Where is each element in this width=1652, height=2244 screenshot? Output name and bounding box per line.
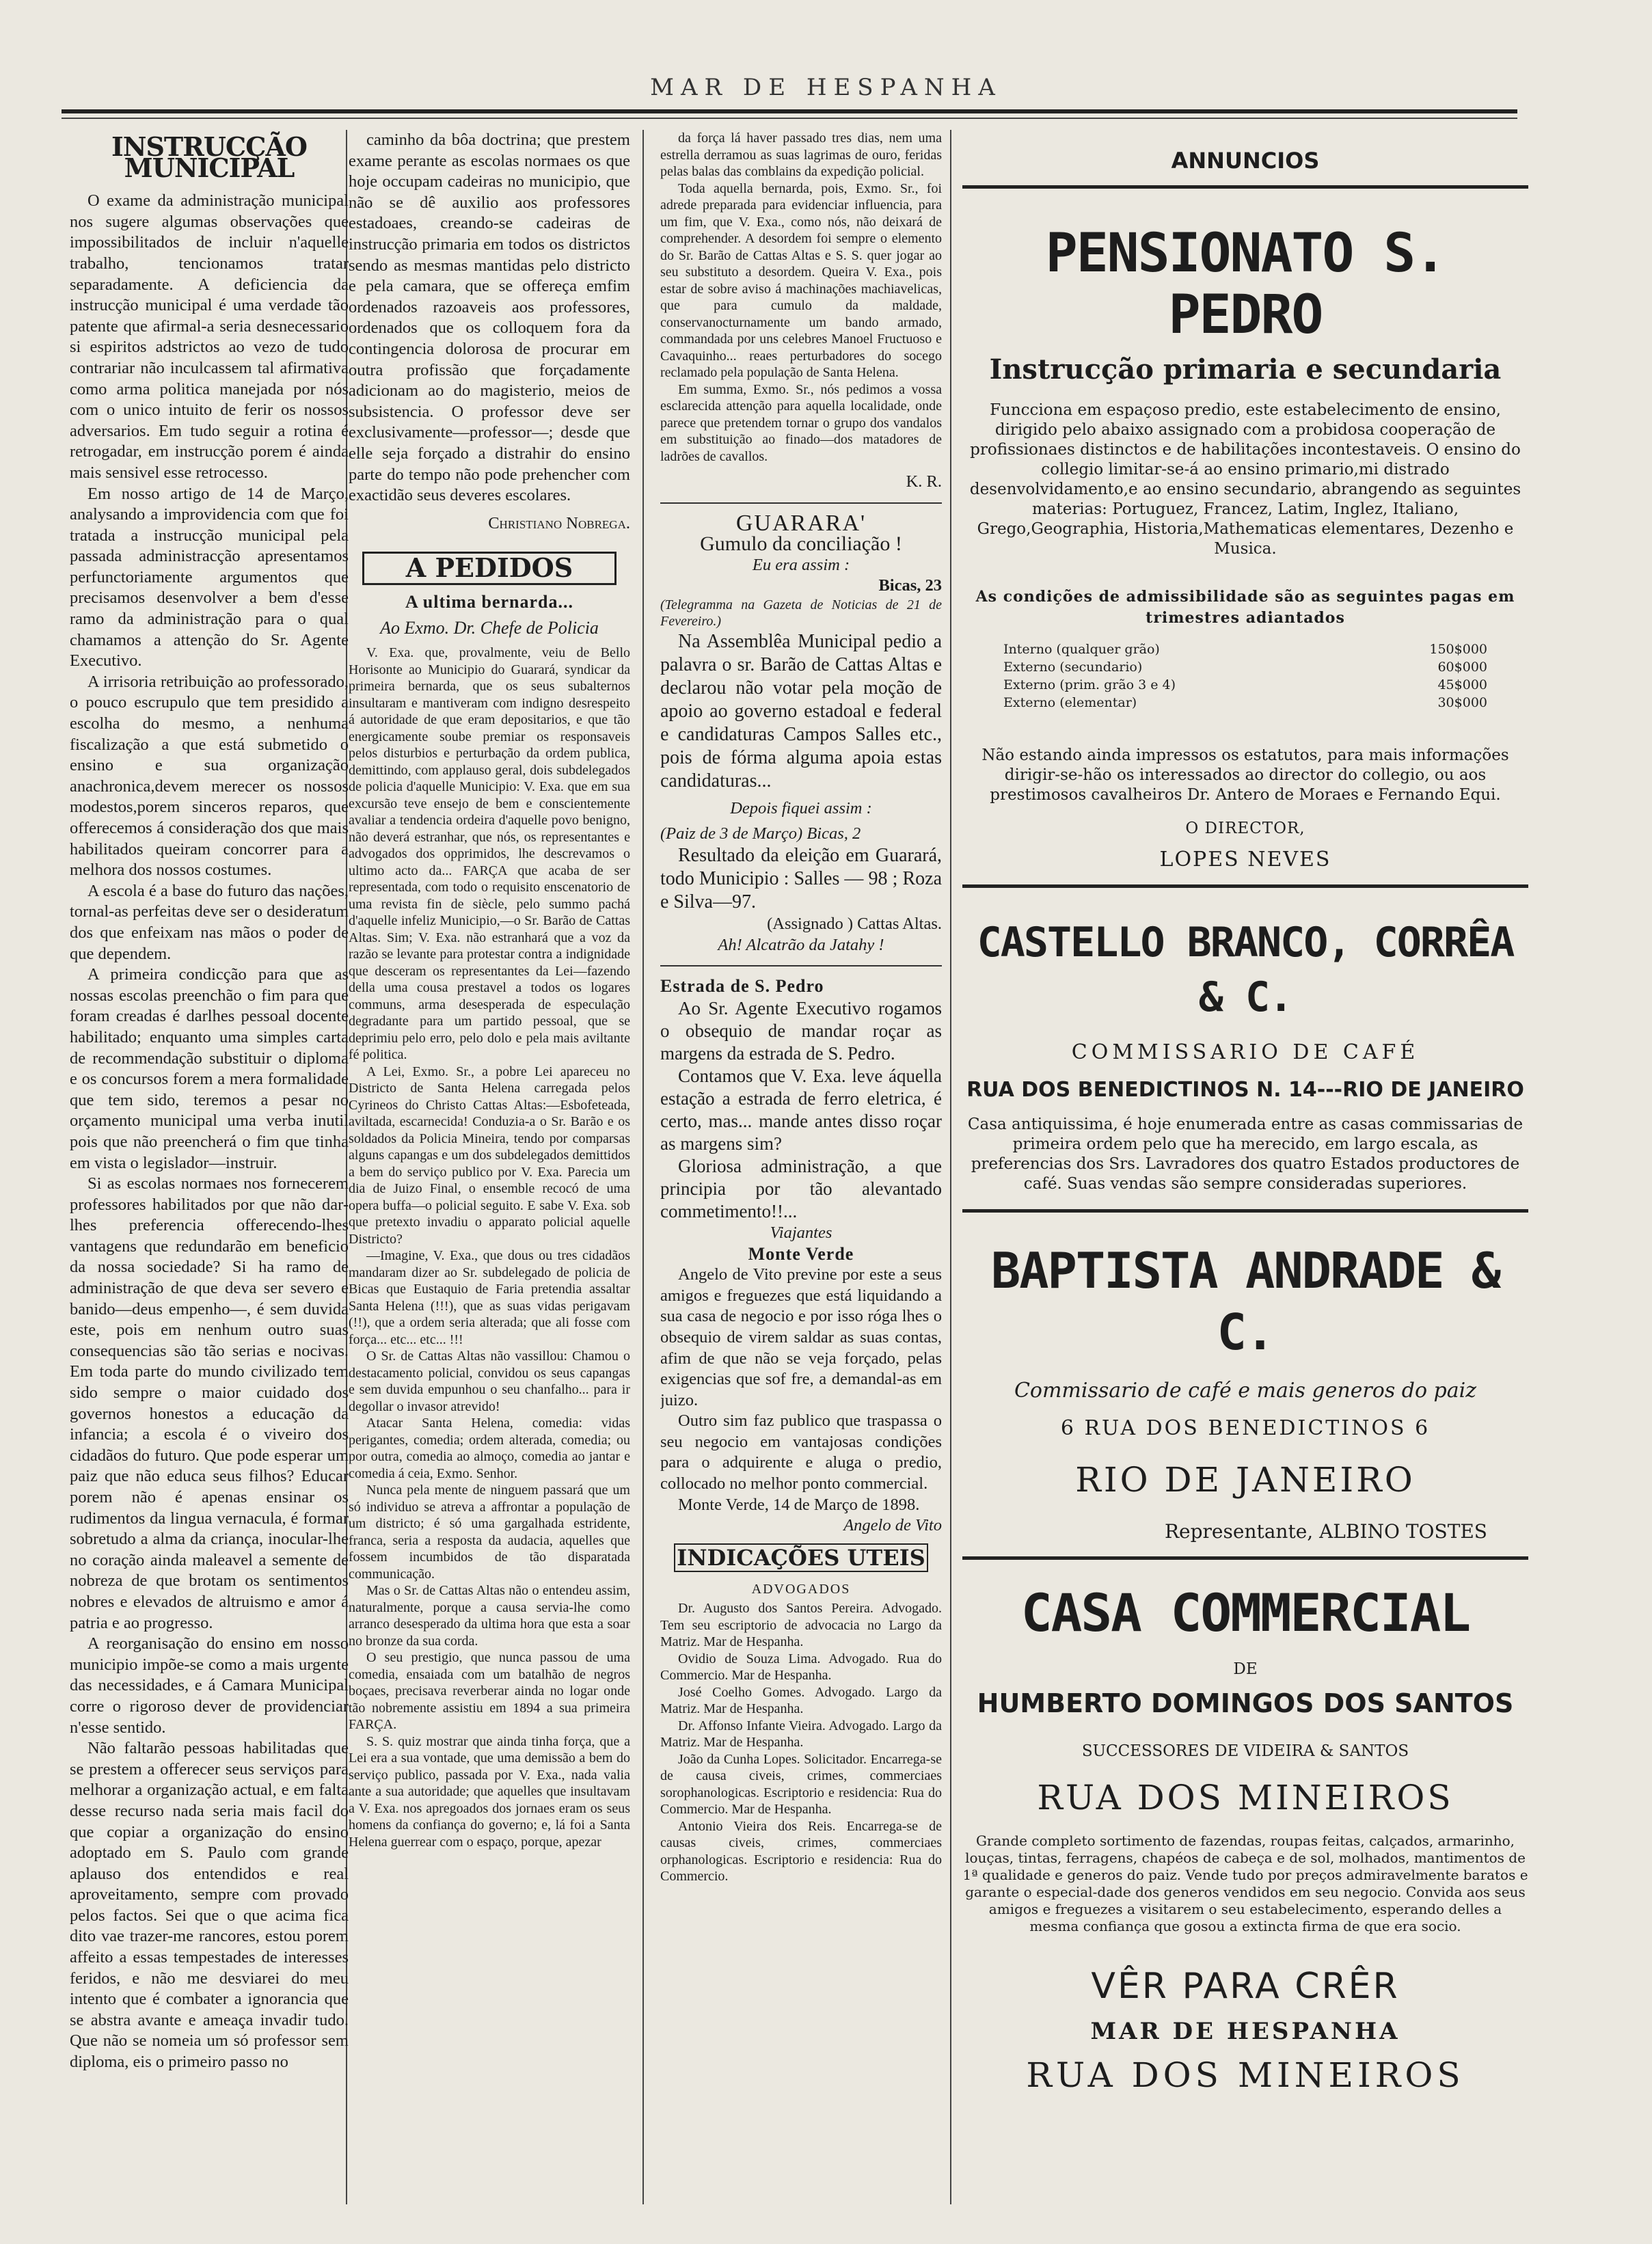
paragraph: da força lá haver passado tres dias, nem uma estrella derramou as suas lagrimas de ouro, feridas pelas balas das comblains da expedição policial. — [660, 131, 942, 179]
telegram-source: (Telegramma na Gazeta de Noticias de 21 de Fevereiro.) — [660, 597, 942, 630]
ad-street: RUA DOS MINEIROS — [1026, 2055, 1465, 2096]
paragraph: —Imagine, V. Exa., que dous ou tres cidadãos mandaram dizer ao Sr. subdelegado de policia de Bicas que Eustaquio de Faria pretendia assaltar Santa Helena (!!!), que as suas vidas perigavam (!!), que a ordem seria alterada; que ali fosse com força... etc... etc... !!! — [349, 1248, 630, 1347]
paragraph: Não faltarão pessoas habilitadas que se prestem a offerecer seus serviços para melhorar a organização actual, e em falta desse recurso nada seria mais facil do que copiar a organização do ensino adoptado em S. Paulo com grande aplauso dos entendidos e real aproveitamento, sempre com provado pelos factos. Sei que o que acima fica dito vae trazer-me rancores, estou porem affeito a essas tempestades de interesses feridos, e não me desviarei do meu intento que é combater a ignorancia que se abstra avante e ameaça invadir tudo. Que não se nomeia um só professor sem diploma, eis o primeiro passo no — [70, 1739, 349, 2072]
ad-subtitle: Commissario de café e mais generos do paiz — [1014, 1378, 1477, 1403]
top-rule — [62, 109, 1517, 113]
ad-text: Casa antiquissima, é hoje enumerada entre as casas commissarias de primeira ordem pelo que ha merecido, em largo escala, as preferencias dos Srs. Lavradores dos quatro Estados productores de café. Suas vendas são sempre consideradas superiores. — [967, 1115, 1524, 1193]
paragraph: Toda aquella bernarda, pois, Exmo. Sr., foi adrede preparada para evidenciar influencia, para um fim, que V. Exa., como nós, não deixará de comprehender. A desordem foi sempre o elemento do Sr. Barão de Cattas Altas e S. S. quer jogar ao seu substituto a desordem. Queira V. Exa., pois estar de sobre aviso á machinações machiavelicas, que para cumulo da maldade, conservanocturnamente um bando armado, commandada por uns celebres Manoel Fructuoso e Cavaquinho... reaes perturbadores do socego reclamado pela população de Santa Helena. — [660, 180, 942, 380]
section-header: ANNUNCIOS — [1171, 148, 1320, 174]
divider — [660, 502, 942, 504]
paragraph: Outro sim faz publico que traspassa o seu negocio em vantajosas condições para o adquirente e aluga o predio, collocado no melhor ponto commercial. — [660, 1411, 942, 1493]
dateline: (Paiz de 3 de Março) Bicas, 2 — [660, 824, 861, 843]
divider — [962, 185, 1528, 189]
column-instrucao — [70, 130, 349, 2204]
ad-town: MAR DE HESPANHA — [1090, 2017, 1400, 2045]
paragraph: caminho da bôa doctrina; que prestem exame perante as escolas normaes os que hoje occupam cadeiras no municipio, que não se dê auxilio aos professores estadoaes, creando-se cadeiras de instrucção primaria em todos os districtos sendo as mesmas mantidas pelo districto e pela camara, que se offereça emfim ordenados razoaveis aos professores, ordenados que os colloquem fora da contingencia dolorosa de procurar em outra profissão que forçadamente adicionam ao do magisterio, meios de subsistencia. O professor deve ser exclusivamente—professor—; desde que elle seja forçado a distrahir do ensino parte do tempo não pode prehencher com exactidão seus deveres escolares. — [349, 131, 630, 505]
paragraph: Mas o Sr. de Cattas Altas não o entendeu assim, naturalmente, porque a causa servia-lhe como arranco desesperado da ultima hora que esta a soar no bronze da sua corda. — [349, 1583, 630, 1649]
column-guarara — [660, 130, 942, 2204]
list-item: João da Cunha Lopes. Solicitador. Encarrega-se de causa civeis, crimes, commerciaes sorophanologicas. Escriptorio e residencia: Rua do Commercio. Mar de Hespanha. — [660, 1751, 942, 1817]
ad-text: Grande completo sortimento de fazendas, roupas feitas, calçados, armarinho, louças, tintas, ferragens, chapéos de cabeça e de sol, molhados, mantimentos de 1ª qualidade e generos do paiz. Vende tudo por preços admiravelmente baratos e garante o especial-dade dos generos vendidos em seu negocio. Convida aos seus amigos e freguezes a visitarem o seu estabelecimento, esperando delles a mesma confiança que gosou a extincta firma de que era socio. — [962, 1832, 1528, 1934]
paragraph: O exame da administração municipal nos sugere algumas observações que impossibilitados de incluir n'aquelle trabalho, tencionamos tratar separadamente. A deficiencia da instrucção municipal é uma verdade tão patente que afirmal-a seria desnecessario si espiritos adstrictos ao vezo de tudo contrariar não inculcassem tal afirmativa como arma politica manejada por nós com o unico intuito de ferir os nossos adversarios. Em tudo seguir a rotina é retrogadar, em instrucção porem é ainda mais sensivel esse retrocesso. — [70, 191, 349, 482]
paragraph: Si as escolas normaes nos fornecerem professores habilitados por que não dar-lhes preferencia offerecendo-lhes vantagens que redundarão em beneficio da nossa sociedade? Si ha ramo de administração de que deva ser severo e banido—deus empenho—, é sem duvida este, pois em nenhum outro suas consequencias são tão serias e nocivas. Em toda parte do mundo civilizado tem sido sempre o maior cuidado dos governos honestos a educação da infancia; a escola é o viveiro dos cidadãos do futuro. Que pode esperar um paiz que não educa seus filhos? Educar porem não é apenas ensinar os rudimentos da lingua vernacula, é formar sobretudo a alma da criança, inocular-lhe no coração ainda maleavel a semente de nobreza de que brotam os sentimentos nobres e elevados de altruismo e amor á patria e ao progresso. — [70, 1174, 349, 1632]
quote-intro: Depois fiquei assim : — [730, 798, 872, 817]
salutation: Ao Exmo. Dr. Chefe de Policia — [380, 618, 599, 638]
article-title: INSTRUCÇÃO MUNICIPAL — [111, 131, 308, 183]
paragraph: Em summa, Exmo. Sr., nós pedimos a vossa esclarecida attenção para aquella localidade, onde parece que pretendem tornar o grupo dos vandalos em substituição ao finado—dos matadores de ladrões de cavallos. — [660, 381, 942, 464]
paragraph: Resultado da eleição em Guarará, todo Municipio : Salles — 98 ; Roza e Silva—97. — [660, 845, 942, 913]
initials: K. R. — [906, 472, 942, 491]
paragraph: Atacar Santa Helena, comedia: vidas perigantes, comedia; ordem alterada, comedia; ou por outra, comedia ao almoço, comedia ao jantar e comedia á ceia, Exmo. Senhor. — [349, 1416, 630, 1481]
signature: Angelo de Vito — [843, 1516, 942, 1535]
ad-street: RUA DOS MINEIROS — [1037, 1777, 1454, 1817]
ad-slogan: VÊR PARA CRÊR — [1091, 1965, 1400, 2007]
list-item: Antonio Vieira dos Reis. Encarrega-se de causas civeis, crimes, commerciaes orphanologicas. Escriptorio e residencia: Rua do Commercio. — [660, 1818, 942, 1884]
ad-director-name: LOPES NEVES — [1159, 848, 1331, 872]
divider — [660, 965, 942, 966]
signature: Christiano Nobrega. — [488, 513, 630, 532]
ad-address: RUA DOS BENEDICTINOS N. 14---RIO DE JANEIRO — [966, 1078, 1524, 1103]
exclamation: Ah! Alcatrão da Jatahy ! — [718, 935, 884, 954]
section-subtitle: Gumulo da conciliação ! — [700, 532, 902, 556]
column-divider — [642, 130, 644, 2204]
paragraph: A reorganisação do ensino em nosso municipio impõe-se como a mais urgente das necessidades, e á Camara Municipal corre o rigoroso dever de providenciar n'esse sentido. — [70, 1634, 349, 1737]
list-item: Ovidio de Souza Lima. Advogado. Rua do Commercio. Mar de Hespanha. — [660, 1651, 942, 1684]
article-title: Monte Verde — [748, 1243, 854, 1264]
paragraph: Ao Sr. Agente Executivo rogamos o obsequio de mandar roçar as margens da estrada de S. Pedro. — [660, 997, 942, 1064]
column-pedidos — [349, 130, 630, 2204]
top-rule-thin — [62, 118, 1517, 119]
paragraph: Gloriosa administração, a que principia por tão alevantado commetimento!!... — [660, 1155, 942, 1221]
table-row: Externo (prim. grão 3 e 4) 45$000 — [1003, 677, 1487, 693]
ad-name: CASA COMMERCIAL — [1020, 1582, 1470, 1643]
paragraph: Nunca pela mente de ninguem passará que um só individuo se atreva a affrontar a população de um districto; é só uma gargalhada estridente, franca, seria a resposta da audacia, aquelles que fossem incumbidos de tão disparatada communicação. — [349, 1483, 630, 1582]
paragraph: A primeira condicção para que as nossas escolas preenchão o fim para que foram creadas é darlhes pessoal docente habilitado; enquanto uma simples carta de recommendação substituir o diploma e os concursos forem a mera formalidade que tem sido, teremos a pesar no orçamento municipal uma verba inutil pois que não preencherá o fim que tinha em vista o legislador—instruir. — [70, 965, 349, 1172]
paragraph: Na Assemblêa Municipal pedio a palavra o sr. Barão de Cattas Altas e declarou não votar pela moção de apoio ao governo estadoal e federal e candidaturas Campos Salles etc., pois de fórma alguma apoia estas candidaturas... — [660, 630, 942, 792]
ad-conditions: As condições de admissibilidade são as seguintes pagas em trimestres adiantados — [975, 588, 1515, 627]
masthead: MAR DE HESPANHA — [650, 74, 1002, 101]
divider — [962, 1209, 1528, 1213]
table-row: Interno (qualquer grão) 150$000 — [1003, 642, 1487, 658]
article-subtitle: A ultima bernarda... — [405, 591, 574, 612]
paragraph: O Sr. de Cattas Altas não vassillou: Chamou o destacamento policial, convidou os seus capangas e sem duvida empunhou o seu chanfalho... para ir degollar o invasor atrevido! — [349, 1349, 630, 1414]
list-item: José Coelho Gomes. Advogado. Largo da Matriz. Mar de Hespanha. — [660, 1684, 942, 1717]
paragraph: A Lei, Exmo. Sr., a pobre Lei apareceu no Districto de Santa Helena carregada pelos Cyrineos do Christo Cattas Altas:—Esbofeteada, aviltada, escarnecida! Conduzia-a o Sr. Barão e os soldados da Policia Mineira, tendo por comparsas alguns capangas e um dos subdelegados demittidos a bem do serviço publico por V. Exa. Parecia um dia de Juizo Final, o ensemble recocó de uma opera buffa—o policial seguito. E sabe V. Exa. sob que pretexto invadiu o apparato policial aquelle Districto? — [349, 1064, 630, 1247]
paragraph: Monte Verde, 14 de Março de 1898. — [678, 1495, 920, 1514]
paragraph: Contamos que V. Exa. leve áquella estação a estrada de ferro eletrica, é certo, mas... mande antes disso roçar as margens sim? — [660, 1065, 942, 1154]
signature: (Assignado ) Cattas Altas. — [767, 915, 942, 934]
dateline: Bicas, 23 — [878, 576, 942, 595]
subsection-header: ADVOGADOS — [751, 1582, 851, 1597]
price-table — [1003, 640, 1487, 712]
list-item: Dr. Augusto dos Santos Pereira. Advogado. Tem seu escriptorio de advocacia no Largo da Matriz. Mar de Hespanha. — [660, 1601, 942, 1650]
ad-director-label: O DIRECTOR, — [1185, 820, 1305, 838]
ad-name: PENSIONATO S. PEDRO — [1045, 222, 1446, 346]
ad-owner: HUMBERTO DOMINGOS DOS SANTOS — [977, 1688, 1514, 1718]
paragraph: Em nosso artigo de 14 de Março, analysando a improvidencia com que foi tratada a instrucção municipal pela passada administracção apresentamos perfunctoriamente argumentos que precisamos desenvolver a bem d'esse ramo da administração para o qual chamamos a attenção do Sr. Agente Executivo. — [70, 484, 349, 671]
ad-text: Não estando ainda impressos os estatutos, para mais informações dirigir-se-hão os interessados ao director do collegio, ou aos prestimosos cavalheiros Dr. Antero de Moraes e Fernando Equi. — [981, 746, 1509, 805]
ad-address: 6 RUA DOS BENEDICTINOS 6 — [1060, 1416, 1431, 1440]
ad-name: CASTELLO BRANCO, CORRÊA & C. — [977, 919, 1514, 1022]
column-divider — [950, 130, 951, 2204]
signature: Viajantes — [770, 1223, 832, 1242]
ad-representative: Representante, ALBINO TOSTES — [1164, 1519, 1487, 1543]
quote-intro: Eu era assim : — [752, 555, 850, 574]
table-row: Externo (elementar) 30$000 — [1003, 695, 1487, 711]
ad-successors: SUCCESSORES DE VIDEIRA & SANTOS — [1081, 1742, 1409, 1760]
paragraph: V. Exa. que, provalmente, veiu de Bello Horisonte ao Municipio do Guarará, syndicar da primeira bernarda, que os seus subalternos insultaram e mantiveram com indigno desrespeito á autoridade de que eram depositarios, e que tão energicamente soube premiar os responsaveis pelos disturbios e perturbação da ordem publica, demittindo, com applauso geral, dois subdelegados de policia d'aquelle Municipio: V. Exa. que em sua excursão teve ensejo de bem e conscientemente avaliar a tendencia ordeira d'aquelle povo benigno, não deverá estranhar, que nós, os representantes e advogados dos opprimidos, lhe descrevamos o ultimo acto da... FARÇA que acaba de ser representada, com todo o requisito enscenatorio de uma revista fin de siècle, pelo summo pachá d'aquelle infeliz Municipio,—o Sr. Barão de Cattas Altas. Sim; V. Exa. não estranhará que a voz da razão se levante para protestar contra a indignidade que desceram os representantes da Lei—fazendo della uma cousa prestavel a todos os logares communs, arma desesperada de especulação degradante para um partido pessoal, que se deprimiu pelo erro, pelo dolo e pela mais aviltante fé politica. — [349, 645, 630, 1063]
ad-city: RIO DE JANEIRO — [1075, 1459, 1416, 1500]
ad-subtitle: COMMISSARIO DE CAFÉ — [1071, 1040, 1420, 1065]
column-annuncios — [962, 130, 1528, 2204]
divider — [962, 884, 1528, 888]
paragraph: A escola é a base do futuro das nações, tornal-as perfeitas deve ser o desideratum dos que enfeixam nas mãos o poder de que dependem. — [70, 881, 349, 963]
section-header: GUARARA' — [735, 510, 867, 536]
divider — [962, 1556, 1528, 1560]
article-title: Estrada de S. Pedro — [660, 976, 824, 997]
paragraph: Angelo de Vito previne por este a seus amigos e freguezes que está liquidando a sua casa de negocio e por isso róga lhes o obsequio de virem saldar as suas contas, afim de que não se veja forçado, pelas exigencias que sof fre, a demandal-as em juizo. — [660, 1265, 942, 1409]
paragraph: O seu prestigio, que nunca passou de uma comedia, ensaiada com um batalhão de negros boçaes, precisava reverberar ainda no logar onde tão nobremente assistiu em 1894 a sua primeira FARÇA. — [349, 1650, 630, 1733]
section-header: INDICAÇÕES UTEIS — [674, 1543, 928, 1573]
section-header: A PEDIDOS — [362, 552, 617, 585]
paragraph: A irrisoria retribuição ao professorado, o pouco escrupulo que tem presidido a escolha do mesmo, a nenhuma fiscalização a que está submetido o ensino e sua organização anachronica,devem merecer os nossos modestos,porem sinceros reparos, que offerecemos á consideração dos que mais habilitados queiram concorrer para a melhora dos nossos costumes. — [70, 672, 349, 880]
ad-de: DE — [1233, 1660, 1258, 1678]
table-row: Externo (secundario) 60$000 — [1003, 660, 1487, 675]
paragraph: S. S. quiz mostrar que ainda tinha força, que a Lei era a sua vontade, que uma demissão a bem do serviço publico, passada por V. Exa., nada valia ante a sua autoridade; que aquelles que insultavam a V. Exa. nos apregoados dos jornaes eram os seus homens da confiança do governo; e, lá foi a Santa Helena guerrear com o espaço, porque, apezar — [349, 1733, 630, 1850]
ad-text: Funcciona em espaçoso predio, este estabelecimento de ensino, dirigido pelo abaixo assignado com a probidosa cooperação de profissionaes distinctos e de habilitações incontestaveis. O ensino do collegio limitar-se-á ao ensino primario,mi distrado desenvolvidamento,e ao ensino secundario, abrangendo as seguintes materias: Portuguez, Francez, Latim, Inglez, Italiano, Grego,Geographia, Historia,Mathematicas elementares, Dezenho e Musica. — [969, 401, 1521, 558]
ad-name: BAPTISTA ANDRADE & C. — [990, 1241, 1500, 1361]
ad-subtitle: Instrucção primaria e secundaria — [989, 353, 1502, 386]
list-item: Dr. Affonso Infante Vieira. Advogado. Largo da Matriz. Mar de Hespanha. — [660, 1718, 942, 1750]
